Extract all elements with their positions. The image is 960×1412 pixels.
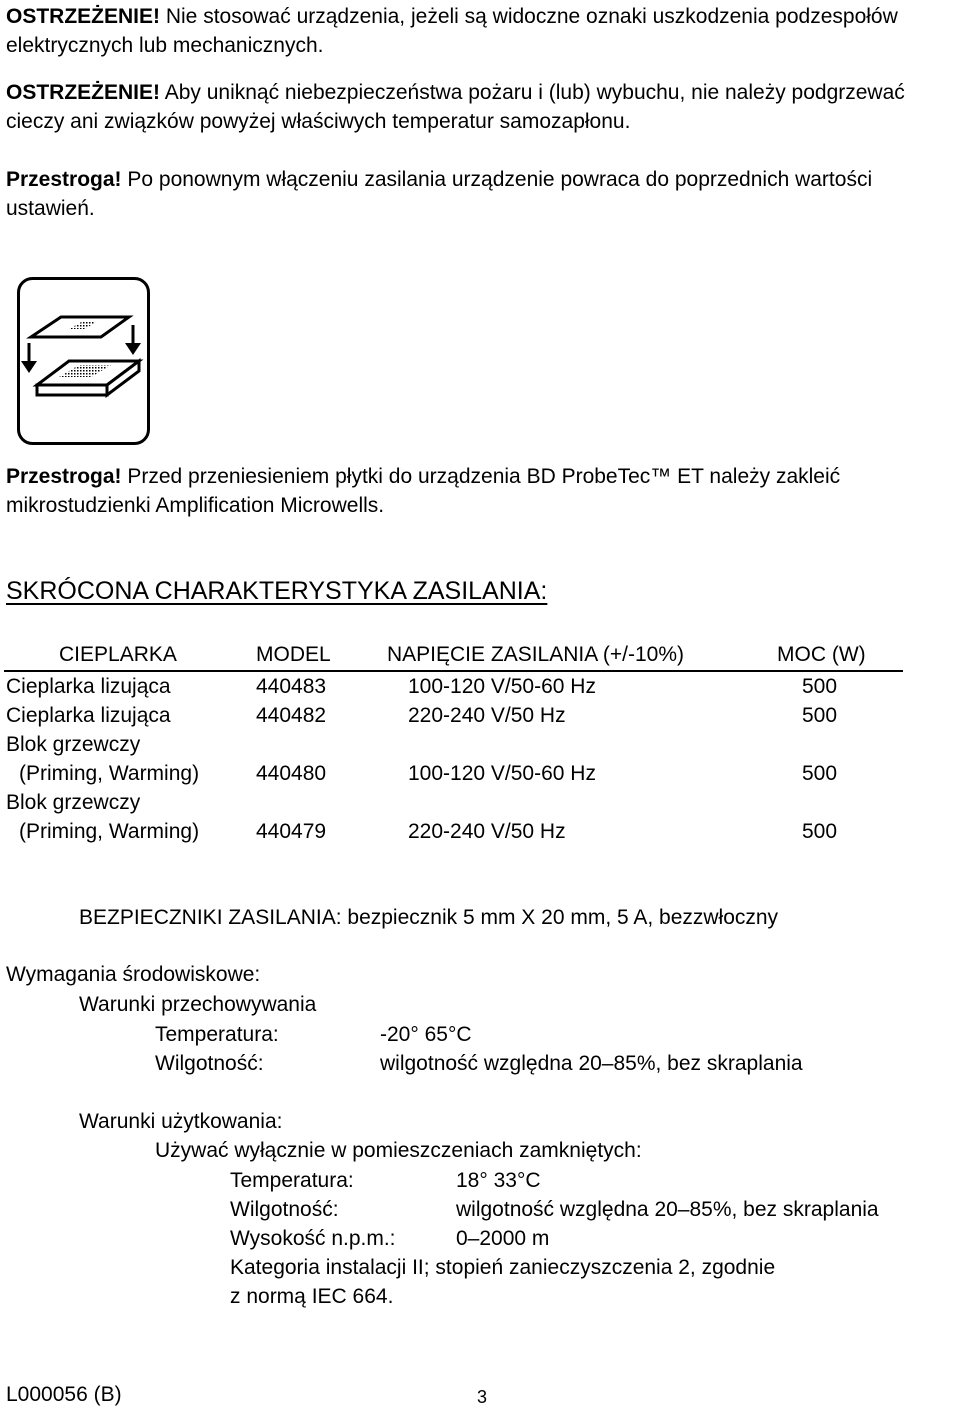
fuses-info: BEZPIECZNIKI ZASILANIA: bezpiecznik 5 mm X 20 mm, 5 A, bezzwłoczny	[79, 906, 779, 929]
row-1-name: Cieplarka lizująca	[6, 675, 171, 698]
plate-sealing-icon	[17, 277, 150, 445]
row-4-voltage: 220-240 V/50 Hz	[408, 820, 566, 843]
col-header-power: MOC (W)	[777, 643, 866, 666]
row-3-model: 440480	[256, 762, 327, 785]
row-3-subname: (Priming, Warming)	[19, 762, 200, 785]
row-4-power: 500	[802, 820, 838, 843]
row-2-model: 440482	[256, 704, 327, 727]
row-2-power: 500	[802, 704, 838, 727]
caution-text: Przed przeniesieniem płytki do urządzenia BD ProbeTec™ ET należy zakleić mikrostudzienki Amplification Microwells.	[6, 465, 841, 517]
row-4-model: 440479	[256, 820, 327, 843]
power-section-title: SKRÓCONA CHARAKTERYSTYKA ZASILANIA:	[6, 577, 548, 605]
usage-category-line2: z normą IEC 664.	[230, 1285, 394, 1308]
row-1-model: 440483	[256, 675, 327, 698]
storage-temp-label: Temperatura:	[155, 1023, 279, 1046]
usage-title: Warunki użytkowania:	[79, 1110, 283, 1133]
storage-humidity-value: wilgotność względna 20–85%, bez skraplania	[380, 1052, 803, 1075]
caution-power-restore	[6, 165, 951, 223]
usage-altitude-value: 0–2000 m	[456, 1227, 550, 1250]
caution-label: Przestroga!	[6, 168, 122, 191]
row-2-voltage: 220-240 V/50 Hz	[408, 704, 566, 727]
usage-altitude-label: Wysokość n.p.m.:	[230, 1227, 396, 1250]
page-number: 3	[477, 1387, 488, 1407]
warning-label: OSTRZEŻENIE!	[6, 81, 161, 104]
usage-indoor: Używać wyłącznie w pomieszczeniach zamkniętych:	[155, 1139, 642, 1162]
caution-plate-transfer	[6, 462, 951, 520]
caution-text: Po ponownym włączeniu zasilania urządzenie powraca do poprzednich wartości ustawień.	[6, 168, 873, 220]
col-header-incubator: CIEPLARKA	[59, 643, 177, 666]
row-4-subname: (Priming, Warming)	[19, 820, 200, 843]
environment-title: Wymagania środowiskowe:	[6, 963, 261, 986]
usage-humidity-label: Wilgotność:	[230, 1198, 339, 1221]
storage-humidity-label: Wilgotność:	[155, 1052, 264, 1075]
usage-humidity-value: wilgotność względna 20–85%, bez skraplania	[456, 1198, 879, 1221]
col-header-model: MODEL	[256, 643, 331, 666]
warning-fire	[6, 78, 951, 136]
row-4-name: Blok grzewczy	[6, 791, 141, 814]
doc-code: L000056 (B)	[6, 1383, 122, 1406]
col-header-voltage: NAPIĘCIE ZASILANIA (+/-10%)	[387, 643, 685, 666]
usage-temp-value: 18° 33°C	[456, 1169, 541, 1192]
warning-label: OSTRZEŻENIE!	[6, 5, 161, 28]
row-1-power: 500	[802, 675, 838, 698]
row-3-name: Blok grzewczy	[6, 733, 141, 756]
storage-temp-value: -20° 65°C	[380, 1023, 472, 1046]
row-3-voltage: 100-120 V/50-60 Hz	[408, 762, 596, 785]
storage-title: Warunki przechowywania	[79, 993, 317, 1016]
usage-category-line1: Kategoria instalacji II; stopień zanieczyszczenia 2, zgodnie	[230, 1256, 776, 1279]
caution-label: Przestroga!	[6, 465, 122, 488]
row-1-voltage: 100-120 V/50-60 Hz	[408, 675, 596, 698]
warning-damage	[6, 2, 951, 60]
warning-text: Nie stosować urządzenia, jeżeli są widoczne oznaki uszkodzenia podzespołów elektrycznych lub mechanicznych.	[6, 5, 898, 57]
row-2-name: Cieplarka lizująca	[6, 704, 171, 727]
usage-temp-label: Temperatura:	[230, 1169, 354, 1192]
warning-text: Aby uniknąć niebezpieczeństwa pożaru i (lub) wybuchu, nie należy podgrzewać cieczy ani związków powyżej właściwych temperatur samozapłonu.	[6, 81, 905, 133]
row-3-power: 500	[802, 762, 838, 785]
